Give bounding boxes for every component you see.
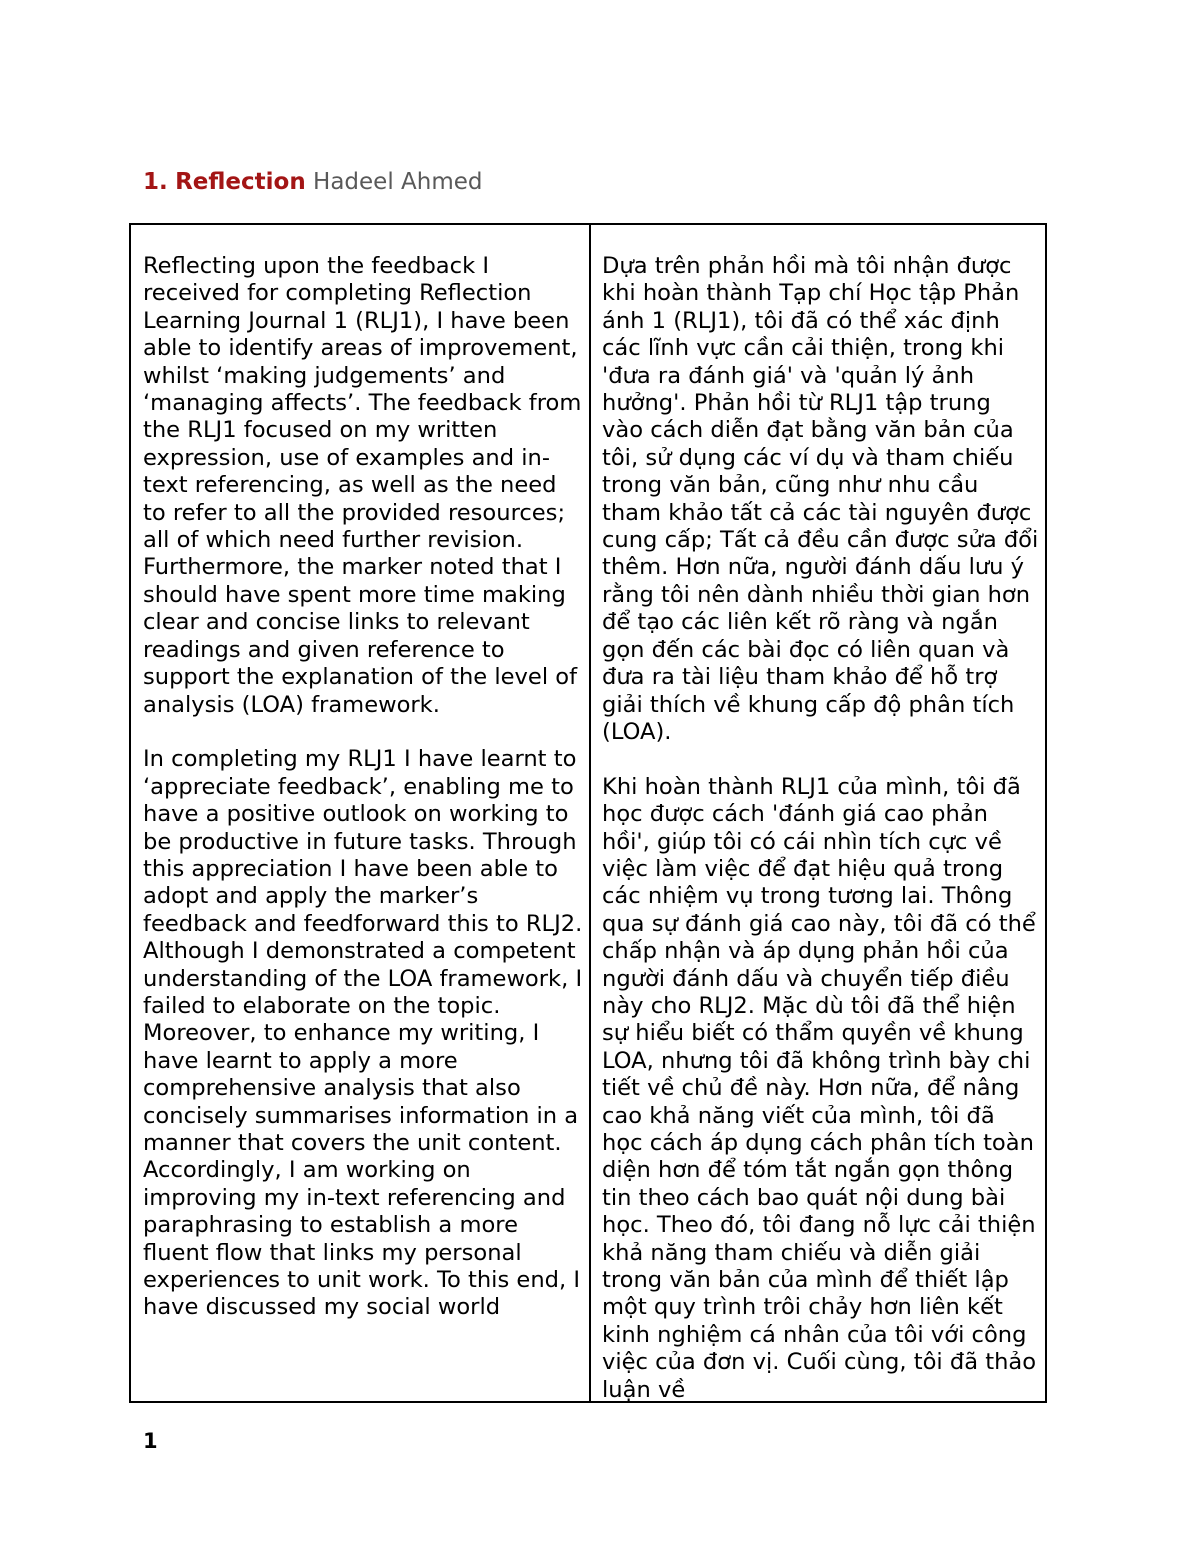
vietnamese-paragraph-2: Khi hoàn thành RLJ1 của mình, tôi đã học được cách 'đánh giá cao phản hồi', giúp tôi có cái nhìn tích cực về việc làm việc để đạt hiệu quả trong các nhiệm vụ trong tương lai. Thông qua sự đánh giá cao này, tôi đã có thể chấp nhận và áp dụng phản hồi của người đánh dấu và chuyển tiếp điều này cho RLJ2. Mặc dù tôi đã thể hiện sự hiểu biết có thẩm quyền về khung LOA, nhưng tôi đã không trình bày chi tiết về chủ đề này. Hơn nữa, để nâng cao khả năng viết của mình, tôi đã học cách áp dụng cách phân tích toàn diện hơn để tóm tắt ngắn gọn thông tin theo cách bao quát nội dung bài học. Theo đó, tôi đang nỗ lực cải thiện khả năng tham chiếu và diễn giải trong văn bản của mình để thiết lập một quy trình trôi chảy hơn liên kết kinh nghiệm cá nhân của tôi với công việc của đơn vị. Cuối cùng, tôi đã thảo luận về bbox=[602, 773, 1037, 1401]
author-name: Hadeel Ahmed bbox=[313, 169, 483, 195]
english-paragraph-2: In completing my RLJ1 I have learnt to ‘appreciate feedback’, enabling me to have a positive outlook on working to be productive in future tasks. Through this appreciation I have been able to adopt and apply the marker’s feedback and feedforward this to RLJ2. Although I demonstrated a competent understanding of the LOA framework, I failed to elaborate on the topic. Moreover, to enhance my writing, I have learnt to apply a more comprehensive analysis that also concisely summarises information in a manner that covers the unit content. Accordingly, I am working on improving my in-text referencing and paraphrasing to establish a more fluent flow that links my personal experiences to unit work. To this end, I have discussed my social world bbox=[143, 746, 583, 1321]
vietnamese-paragraph-1: Dựa trên phản hồi mà tôi nhận được khi hoàn thành Tạp chí Học tập Phản ánh 1 (RLJ1), tôi đã có thể xác định các lĩnh vực cần cải thiện, trong khi 'đưa ra đánh giá' và 'quản lý ảnh hưởng'. Phản hồi từ RLJ1 tập trung vào cách diễn đạt bằng văn bản của tôi, sử dụng các ví dụ và tham chiếu trong văn bản, cũng như nhu cầu tham khảo tất cả các tài nguyên được cung cấp; Tất cả đều cần được sửa đổi thêm. Hơn nữa, người đánh dấu lưu ý rằng tôi nên dành nhiều thời gian hơn để tạo các liên kết rõ ràng và ngắn gọn đến các bài đọc có liên quan và đưa ra tài liệu tham khảo để hỗ trợ giải thích về khung cấp độ phân tích (LOA). bbox=[602, 253, 1039, 745]
section-heading bbox=[143, 167, 483, 197]
english-paragraph-1: Reflecting upon the feedback I received for completing Reflection Learning Journal 1 (RLJ1), I have been able to identify areas of improvement, whilst ‘making judgements’ and ‘managing affects’. The feedback from the RLJ1 focused on my written expression, use of examples and in-text referencing, as well as the need to refer to all the provided resources; all of which need further revision. Furthermore, the marker noted that I should have spent more time making clear and concise links to relevant readings and given reference to support the explanation of the level of analysis (LOA) framework. bbox=[143, 253, 582, 718]
section-number: 1. bbox=[143, 169, 168, 195]
vietnamese-column bbox=[591, 225, 1045, 1401]
bilingual-table bbox=[129, 223, 1047, 1403]
english-column bbox=[131, 225, 591, 1401]
page-number: 1 bbox=[143, 1429, 158, 1453]
section-title: Reflection bbox=[175, 169, 306, 195]
